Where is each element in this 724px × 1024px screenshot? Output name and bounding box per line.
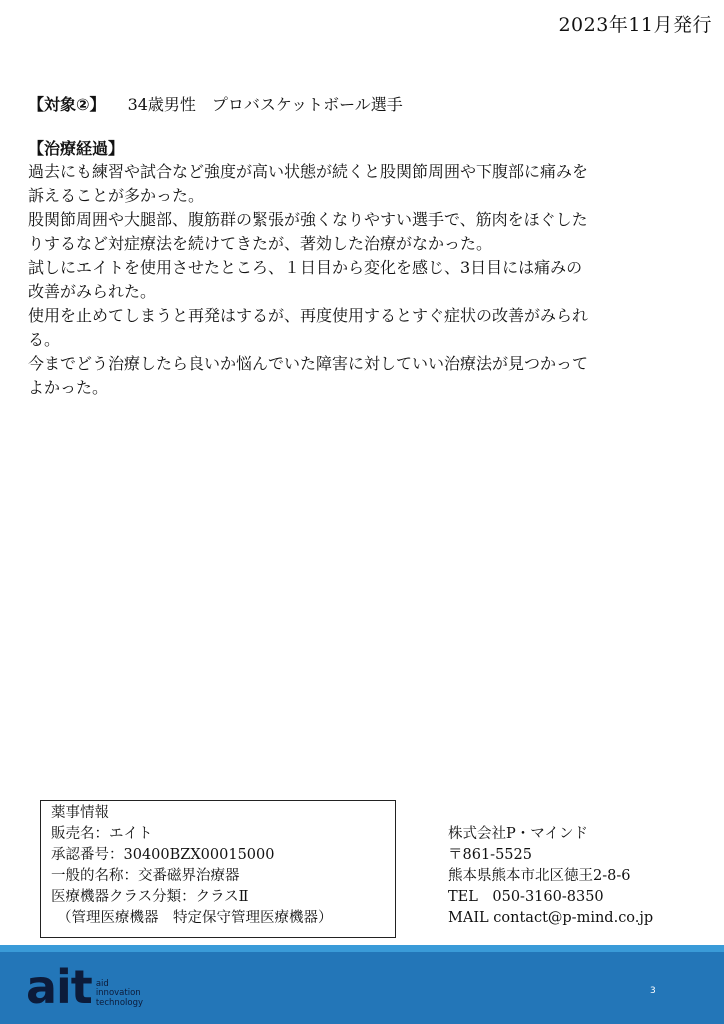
pharma-sales-name: 販売名：エイト: [51, 826, 153, 842]
ait-logo: [26, 962, 143, 1012]
logo-tagline: [96, 980, 143, 1009]
company-info: [448, 824, 653, 929]
logo-tagline-technology: technology: [95, 997, 144, 1008]
company-address: 熊本県熊本市北区徳王2-8-6: [448, 868, 631, 884]
pharma-info-title: 薬事情報: [51, 805, 109, 821]
footer-bar: [0, 952, 724, 1024]
logo-tagline-innovation: innovation: [95, 988, 141, 999]
treatment-line: 今までどう治療したら良いか悩んでいた障害に対していい治療法が見つかって: [28, 354, 589, 373]
treatment-line: よかった。: [28, 378, 109, 397]
treatment-line: 過去にも練習や試合など強度が高い状態が続くと股関節周囲や下腹部に痛みを: [28, 162, 589, 181]
company-mail: MAIL contact@p-mind.co.jp: [448, 910, 654, 926]
treatment-line: 改善がみられた。: [28, 282, 157, 301]
subject-line: [28, 92, 403, 115]
subject-text: 34歳男性 プロバスケットボール選手: [127, 95, 403, 114]
logo-tagline-aid: aid: [95, 978, 109, 989]
pharma-device-class: 医療機器クラス分類：クラスⅡ: [51, 889, 249, 905]
subject-label: 【対象②】: [28, 95, 106, 114]
treatment-line: 試しにエイトを使用させたところ、１日目から変化を感じ、3日目には痛みの: [28, 258, 583, 277]
pharma-approval-number: 承認番号：30400BZX00015000: [51, 847, 275, 863]
treatment-line: 使用を止めてしまうと再発はするが、再度使用するとすぐ症状の改善がみられ: [28, 306, 589, 325]
company-postal: 〒861-5525: [448, 847, 532, 863]
treatment-line: 股関節周囲や大腿部、腹筋群の緊張が強くなりやすい選手で、筋肉をほぐした: [28, 210, 588, 229]
treatment-line: る。: [28, 330, 61, 349]
treatment-heading: 【治療経過】: [28, 139, 125, 158]
pharma-generic-name: 一般的名称：交番磁界治療器: [51, 868, 240, 884]
company-tel: TEL 050-3160-8350: [448, 889, 604, 905]
page-number: 3: [650, 986, 656, 996]
pharma-note: （管理医療機器 特定保守管理医療機器）: [57, 910, 333, 926]
treatment-line: りするなど対症療法を続けてきたが、著効した治療がなかった。: [28, 234, 493, 253]
treatment-body: [28, 160, 698, 400]
issue-date: 2023年11月発行: [558, 14, 712, 36]
pharma-info-box: [40, 800, 396, 938]
footer-accent-line: [0, 945, 724, 952]
company-name: 株式会社P・マインド: [448, 826, 588, 842]
logo-mark: ait: [26, 960, 92, 1014]
treatment-line: 訴えることが多かった。: [28, 186, 205, 205]
